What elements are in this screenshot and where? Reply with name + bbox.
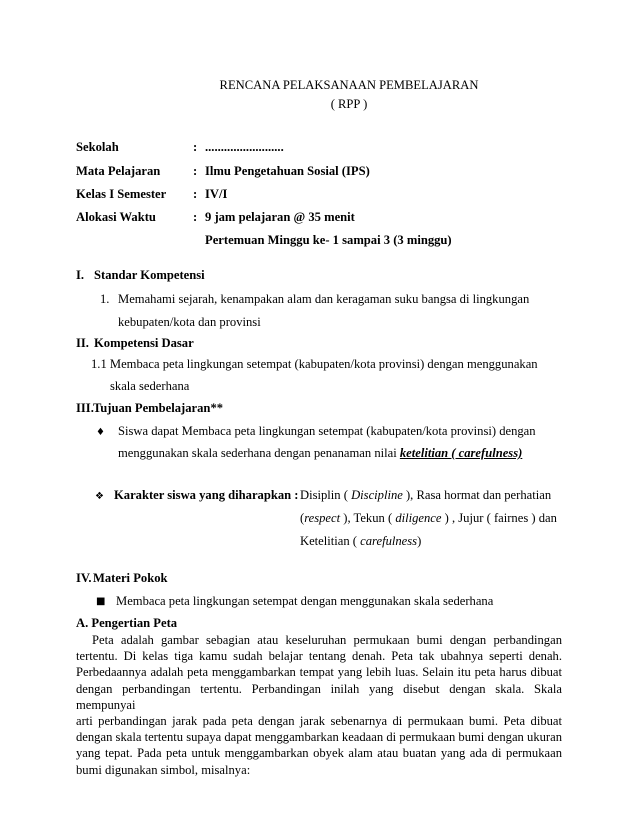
identity-value-sekolah: ......................... <box>205 140 284 154</box>
identity-label-sekolah: Sekolah <box>76 140 119 154</box>
section-4-number: IV. <box>76 571 92 585</box>
karakter-line2: (respect ), Tekun ( diligence ) , Jujur ( fairnes ) dan <box>300 511 557 525</box>
identity-value-kelas: IV/I <box>205 187 228 201</box>
objective-emphasis: ketelitian ( carefulness) <box>399 446 523 460</box>
paragraph-line: arti perbandingan jarak pada peta dengan jarak sebenarnya di permukaan bumi. Peta dibuat <box>76 714 562 729</box>
square-bullet-icon: ■ <box>96 596 106 607</box>
section-2-item-line2: skala sederhana <box>110 379 190 393</box>
section-a-paragraph <box>76 632 562 778</box>
section-1-item-line1: Memahami sejarah, kenampakan alam dan keragaman suku bangsa di lingkungan <box>118 292 530 306</box>
identity-colon: : <box>193 164 198 178</box>
meeting-info: Pertemuan Minggu ke- 1 sampai 3 (3 minggu) <box>205 233 452 247</box>
identity-label-kelas: Kelas I Semester <box>76 187 167 201</box>
section-1-number: I. <box>76 268 85 282</box>
paragraph-line: dengan skala tertentu supaya dapat menggambarkan keadaan di permukaan bumi dengan ukuran <box>76 730 562 745</box>
section-1-item-line2: kebupaten/kota dan provinsi <box>118 315 261 329</box>
section-a-heading: A. Pengertian Peta <box>76 616 178 630</box>
diamond-bullet-icon: ♦ <box>96 427 105 438</box>
identity-value-alokasi: 9 jam pelajaran @ 35 menit <box>205 210 355 224</box>
paragraph-line: bumi digunakan simbol, misalnya: <box>76 762 251 777</box>
identity-label-alokasi: Alokasi Waktu <box>76 210 156 224</box>
section-1-item-number: 1. <box>100 292 110 306</box>
document-subtitle: ( RPP ) <box>330 97 368 111</box>
paragraph-line: Peta adalah gambar sebagian atau keseluruhan permukaan bumi dengan perbandingan <box>92 633 562 647</box>
section-3-number: III. <box>76 401 94 415</box>
karakter-line1: Disiplin ( Discipline ), Rasa hormat dan perhatian <box>300 488 552 502</box>
identity-label-mapel: Mata Pelajaran <box>76 164 161 178</box>
identity-colon: : <box>193 187 198 201</box>
identity-colon: : <box>193 210 198 224</box>
section-4-bullet: Membaca peta lingkungan setempat dengan menggunakan skala sederhana <box>116 594 494 608</box>
section-4-heading: Materi Pokok <box>93 571 168 585</box>
paragraph-line: dengan perbandingan tertentu. Perbandingan inilah yang disebut dengan skala. Skala mempunyai <box>76 681 562 712</box>
section-2-number: II. <box>76 336 89 350</box>
identity-colon: : <box>193 140 198 154</box>
identity-value-mapel: Ilmu Pengetahuan Sosial (IPS) <box>205 164 370 178</box>
karakter-label: Karakter siswa yang diharapkan : <box>114 488 299 502</box>
checkmark-arrow-bullet-icon: ❖ <box>95 491 104 502</box>
objective-line1: Siswa dapat Membaca peta lingkungan setempat (kabupaten/kota provinsi) dengan <box>118 424 536 438</box>
section-3-heading: Tujuan Pembelajaran** <box>93 401 224 415</box>
section-1-heading: Standar Kompetensi <box>94 268 205 282</box>
section-2-heading: Kompetensi Dasar <box>94 336 194 350</box>
paragraph-line: tertentu. Di kelas tiga kamu sudah belajar tentang denah. Peta tak ubahnya seperti denah. <box>76 649 562 664</box>
paragraph-line: yang tepat. Pada peta untuk menggambarkan obyek alam atau buatan yang ada di permukaan <box>76 746 562 761</box>
karakter-line3: Ketelitian ( carefulness) <box>300 534 422 548</box>
paragraph-line: Perbedaannya adalah peta menggambarkan tempat yang lebih luas. Selain itu peta harus dibuat <box>76 665 562 680</box>
document-title: RENCANA PELAKSANAAN PEMBELAJARAN <box>219 78 479 92</box>
objective-line2: menggunakan skala sederhana dengan penanaman nilai ketelitian ( carefulness) <box>118 446 523 460</box>
section-2-item-line1: 1.1 Membaca peta lingkungan setempat (kabupaten/kota provinsi) dengan menggunakan <box>91 357 538 371</box>
